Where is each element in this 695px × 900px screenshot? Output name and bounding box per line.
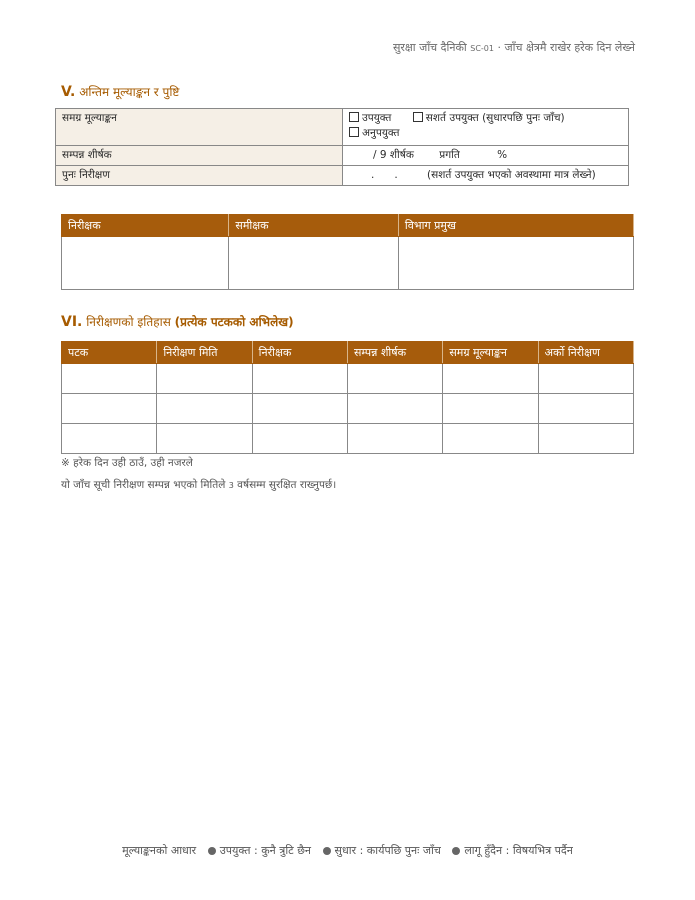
legend-na: लागू हुँदैन : विषयभित्र पर्दैन bbox=[464, 844, 573, 857]
note-retention-pre: यो जाँच सूची निरीक्षण सम्पन्न भएको मितिले bbox=[61, 479, 226, 491]
signature-row bbox=[62, 237, 634, 290]
legend-label: मूल्याङ्कनको आधार bbox=[122, 844, 197, 857]
checkbox-icon[interactable] bbox=[349, 127, 359, 137]
history-cell[interactable] bbox=[62, 394, 157, 424]
final-assessment-table bbox=[55, 108, 629, 186]
signature-header-reviewer: समीक्षक bbox=[229, 215, 398, 237]
history-cell[interactable] bbox=[538, 424, 633, 454]
bullet-icon bbox=[323, 847, 331, 855]
history-cell[interactable] bbox=[157, 424, 252, 454]
completed-count: / 9 शीर्षक bbox=[373, 149, 414, 161]
history-cell[interactable] bbox=[347, 364, 442, 394]
overall-assessment-row bbox=[56, 109, 629, 146]
option-ok-label: उपयुक्त bbox=[362, 112, 392, 124]
note-retention-post: वर्षसम्म सुरक्षित राख्नुपर्छ। bbox=[237, 479, 337, 491]
section-5-title: अन्तिम मूल्याङ्कन र पुष्टि bbox=[79, 85, 180, 99]
section-6-number: VI. bbox=[61, 314, 83, 330]
reinspection-row bbox=[56, 166, 629, 186]
history-cell[interactable] bbox=[252, 424, 347, 454]
completed-items-row bbox=[56, 146, 629, 166]
note-retention-years: 3 bbox=[228, 481, 234, 490]
option-unfit[interactable] bbox=[349, 127, 400, 139]
history-cell[interactable] bbox=[347, 394, 442, 424]
reinspection-label: पुनः निरीक्षण bbox=[56, 166, 343, 186]
history-header-row bbox=[62, 342, 634, 364]
history-header-next: अर्को निरीक्षण bbox=[538, 342, 633, 364]
note-retention bbox=[61, 478, 336, 492]
legend-fix: सुधार : कार्यपछि पुनः जाँच bbox=[334, 844, 441, 857]
signature-cell-reviewer[interactable] bbox=[229, 237, 398, 290]
section-6-heading bbox=[61, 313, 294, 330]
completed-items-field[interactable] bbox=[343, 146, 629, 166]
option-unfit-label: अनुपयुक्त bbox=[362, 127, 400, 139]
option-conditional-label: सशर्त उपयुक्त (सुधारपछि पुनः जाँच) bbox=[425, 112, 565, 124]
checkbox-icon[interactable] bbox=[349, 112, 359, 122]
reinspection-field[interactable] bbox=[343, 166, 629, 186]
progress-label: प्रगति bbox=[439, 149, 460, 161]
section-6-title-paren: (प्रत्येक पटकको अभिलेख) bbox=[174, 315, 294, 329]
history-cell[interactable] bbox=[62, 424, 157, 454]
signature-cell-dept-head[interactable] bbox=[398, 237, 633, 290]
table-row bbox=[62, 364, 634, 394]
overall-assessment-options bbox=[343, 109, 629, 146]
signature-table bbox=[61, 214, 634, 290]
header-subtitle: · जाँच क्षेत्रमै राखेर हरेक दिन लेख्ने bbox=[497, 41, 635, 54]
signature-header-row bbox=[62, 215, 634, 237]
history-header-inspector: निरीक्षक bbox=[252, 342, 347, 364]
history-cell[interactable] bbox=[252, 364, 347, 394]
history-header-date: निरीक्षण मिति bbox=[157, 342, 252, 364]
reinspection-note: (सशर्त उपयुक्त भएको अवस्थामा मात्र लेख्ने) bbox=[427, 169, 596, 181]
page-header bbox=[393, 40, 635, 55]
history-cell[interactable] bbox=[252, 394, 347, 424]
history-cell[interactable] bbox=[443, 394, 538, 424]
bullet-icon bbox=[208, 847, 216, 855]
option-conditional[interactable] bbox=[413, 112, 565, 124]
bullet-icon bbox=[452, 847, 460, 855]
table-row bbox=[62, 424, 634, 454]
reinspection-date: . . bbox=[371, 169, 398, 181]
section-6-title: निरीक्षणको इतिहास bbox=[86, 315, 171, 329]
history-cell[interactable] bbox=[347, 424, 442, 454]
history-cell[interactable] bbox=[538, 364, 633, 394]
assessment-legend bbox=[0, 843, 695, 858]
header-title: सुरक्षा जाँच दैनिकी bbox=[392, 41, 467, 54]
history-cell[interactable] bbox=[62, 364, 157, 394]
history-cell[interactable] bbox=[443, 364, 538, 394]
overall-assessment-label: समग्र मूल्याङ्कन bbox=[56, 109, 343, 146]
history-cell[interactable] bbox=[443, 424, 538, 454]
signature-header-inspector: निरीक्षक bbox=[62, 215, 229, 237]
history-header-round: पटक bbox=[62, 342, 157, 364]
legend-ok: उपयुक्त : कुनै त्रुटि छैन bbox=[219, 844, 312, 857]
inspection-history-table bbox=[61, 341, 634, 454]
signature-header-dept-head: विभाग प्रमुख bbox=[398, 215, 633, 237]
section-5-heading bbox=[61, 83, 179, 100]
history-cell[interactable] bbox=[538, 394, 633, 424]
header-code: SC-01 bbox=[470, 44, 494, 53]
option-ok[interactable] bbox=[349, 112, 391, 124]
completed-items-label: सम्पन्न शीर्षक bbox=[56, 146, 343, 166]
history-header-completed: सम्पन्न शीर्षक bbox=[347, 342, 442, 364]
section-5-number: V. bbox=[61, 84, 76, 100]
history-cell[interactable] bbox=[157, 364, 252, 394]
history-header-assessment: समग्र मूल्याङ्कन bbox=[443, 342, 538, 364]
signature-cell-inspector[interactable] bbox=[62, 237, 229, 290]
history-cell[interactable] bbox=[157, 394, 252, 424]
note-daily: ※ हरेक दिन उही ठाउँ, उही नजरले bbox=[61, 457, 193, 469]
progress-percent: % bbox=[497, 149, 508, 161]
table-row bbox=[62, 394, 634, 424]
checkbox-icon[interactable] bbox=[413, 112, 423, 122]
